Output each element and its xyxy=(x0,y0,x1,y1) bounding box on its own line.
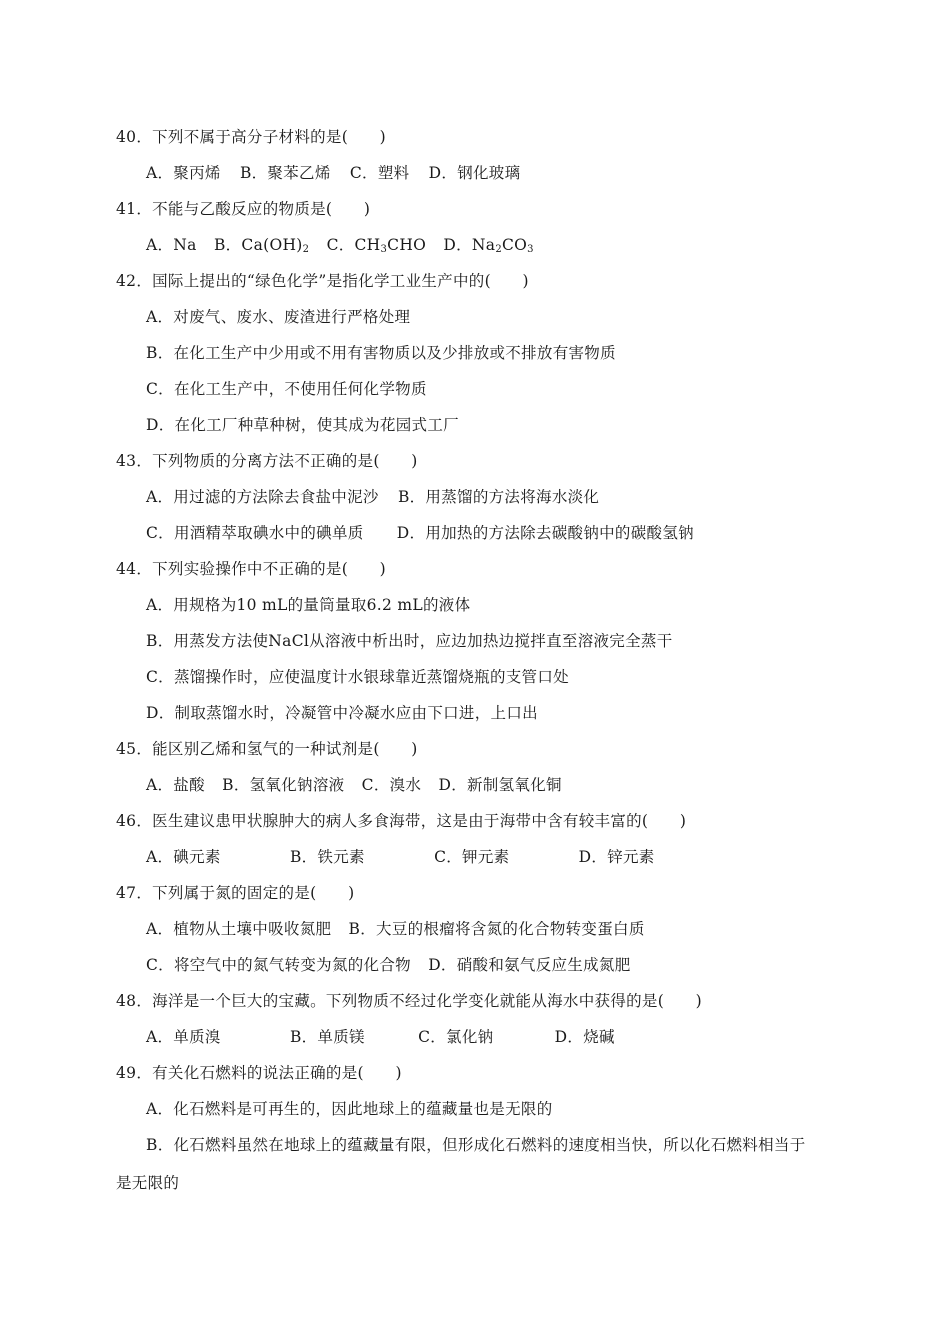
option-d: D．$Na_2CO_3$ xyxy=(443,236,534,255)
option-b: B．单质镁 xyxy=(289,1028,365,1046)
option-c: C．氯化钠 xyxy=(418,1028,494,1046)
option-d: D．烧碱 xyxy=(554,1028,615,1046)
option-b: B．大豆的根瘤将含氮的化合物转变蛋白质 xyxy=(348,920,645,938)
question-43-options-row-2 xyxy=(146,523,694,543)
option-a: A．盐酸 xyxy=(146,776,205,794)
question-41-options xyxy=(146,235,534,255)
option-d: D．锌元素 xyxy=(578,848,655,866)
question-45-stem: 45．能区别乙烯和氢气的一种试剂是( ) xyxy=(116,740,418,758)
question-47-options-row-2 xyxy=(146,955,631,975)
option-b: B．化石燃料虽然在地球上的蕴藏量有限，但形成化石燃料的速度相当快，所以化石燃料相当于 xyxy=(146,1136,806,1154)
question-44-stem: 44．下列实验操作中不正确的是( ) xyxy=(116,560,387,578)
option-b: B．用蒸馏的方法将海水淡化 xyxy=(397,488,600,506)
option-d: D．制取蒸馏水时，冷凝管中冷凝水应由下口进，上口出 xyxy=(146,704,538,722)
option-d: D．新制氢氧化铜 xyxy=(438,776,562,794)
option-c: C．将空气中的氮气转变为氮的化合物 xyxy=(146,956,411,974)
option-a: A．化石燃料是可再生的，因此地球上的蕴藏量也是无限的 xyxy=(146,1100,553,1118)
option-a: A．单质溴 xyxy=(146,1028,221,1046)
question-47-options-row-1 xyxy=(146,919,645,939)
option-c: C．$CH_3CHO$ xyxy=(326,236,427,255)
option-d: D．用加热的方法除去碳酸钠中的碳酸氢钠 xyxy=(396,524,694,542)
option-c: C．塑料 xyxy=(349,164,410,182)
option-d: D．钢化玻璃 xyxy=(428,164,521,182)
option-b-continuation: 是无限的 xyxy=(116,1174,180,1192)
option-a: A．对废气、废水、废渣进行严格处理 xyxy=(146,308,411,326)
question-46-stem: 46．医生建议患甲状腺肿大的病人多食海带，这是由于海带中含有较丰富的( ) xyxy=(116,812,687,830)
option-b: B．铁元素 xyxy=(289,848,365,866)
option-c: C．钾元素 xyxy=(434,848,510,866)
question-43-stem: 43．下列物质的分离方法不正确的是( ) xyxy=(116,452,418,470)
question-49-stem: 49．有关化石燃料的说法正确的是( ) xyxy=(116,1064,402,1082)
option-b: B．聚苯乙烯 xyxy=(239,164,331,182)
question-41-stem: 41．不能与乙酸反应的物质是( ) xyxy=(116,200,371,218)
option-a: A．碘元素 xyxy=(146,848,221,866)
option-b: B．$Ca(OH)_2$ xyxy=(213,236,310,255)
question-40-options xyxy=(146,163,520,183)
option-a: A．植物从土壤中吸收氮肥 xyxy=(146,920,332,938)
option-a: A．聚丙烯 xyxy=(146,164,221,182)
question-48-options xyxy=(146,1027,615,1047)
option-a: A．用过滤的方法除去食盐中泥沙 xyxy=(146,488,379,506)
option-c: C．溴水 xyxy=(361,776,422,794)
option-b: B．在化工生产中少用或不用有害物质以及少排放或不排放有害物质 xyxy=(146,344,616,362)
option-d: D．在化工厂种草种树，使其成为花园式工厂 xyxy=(146,416,459,434)
option-c: C．蒸馏操作时，应使温度计水银球靠近蒸馏烧瓶的支管口处 xyxy=(146,668,569,686)
question-48-stem: 48．海洋是一个巨大的宝藏。下列物质不经过化学变化就能从海水中获得的是( ) xyxy=(116,992,703,1010)
option-b: B．用蒸发方法使NaCl从溶液中析出时，应边加热边搅拌直至溶液完全蒸干 xyxy=(146,632,673,650)
question-40-stem: 40．下列不属于高分子材料的是( ) xyxy=(116,128,387,146)
option-b: B．氢氧化钠溶液 xyxy=(222,776,345,794)
question-42-stem: 42．国际上提出的“绿色化学”是指化学工业生产中的( ) xyxy=(116,272,529,290)
question-47-stem: 47．下列属于氮的固定的是( ) xyxy=(116,884,355,902)
option-c: C．在化工生产中，不使用任何化学物质 xyxy=(146,380,427,398)
question-45-options xyxy=(146,775,562,795)
question-43-options-row-1 xyxy=(146,487,599,507)
option-a: A．Na xyxy=(146,236,197,254)
option-d: D．硝酸和氨气反应生成氮肥 xyxy=(428,956,631,974)
option-a: A．用规格为10 mL的量筒量取6.2 mL的液体 xyxy=(146,596,471,614)
option-c: C．用酒精萃取碘水中的碘单质 xyxy=(146,524,364,542)
question-46-options xyxy=(146,847,655,867)
